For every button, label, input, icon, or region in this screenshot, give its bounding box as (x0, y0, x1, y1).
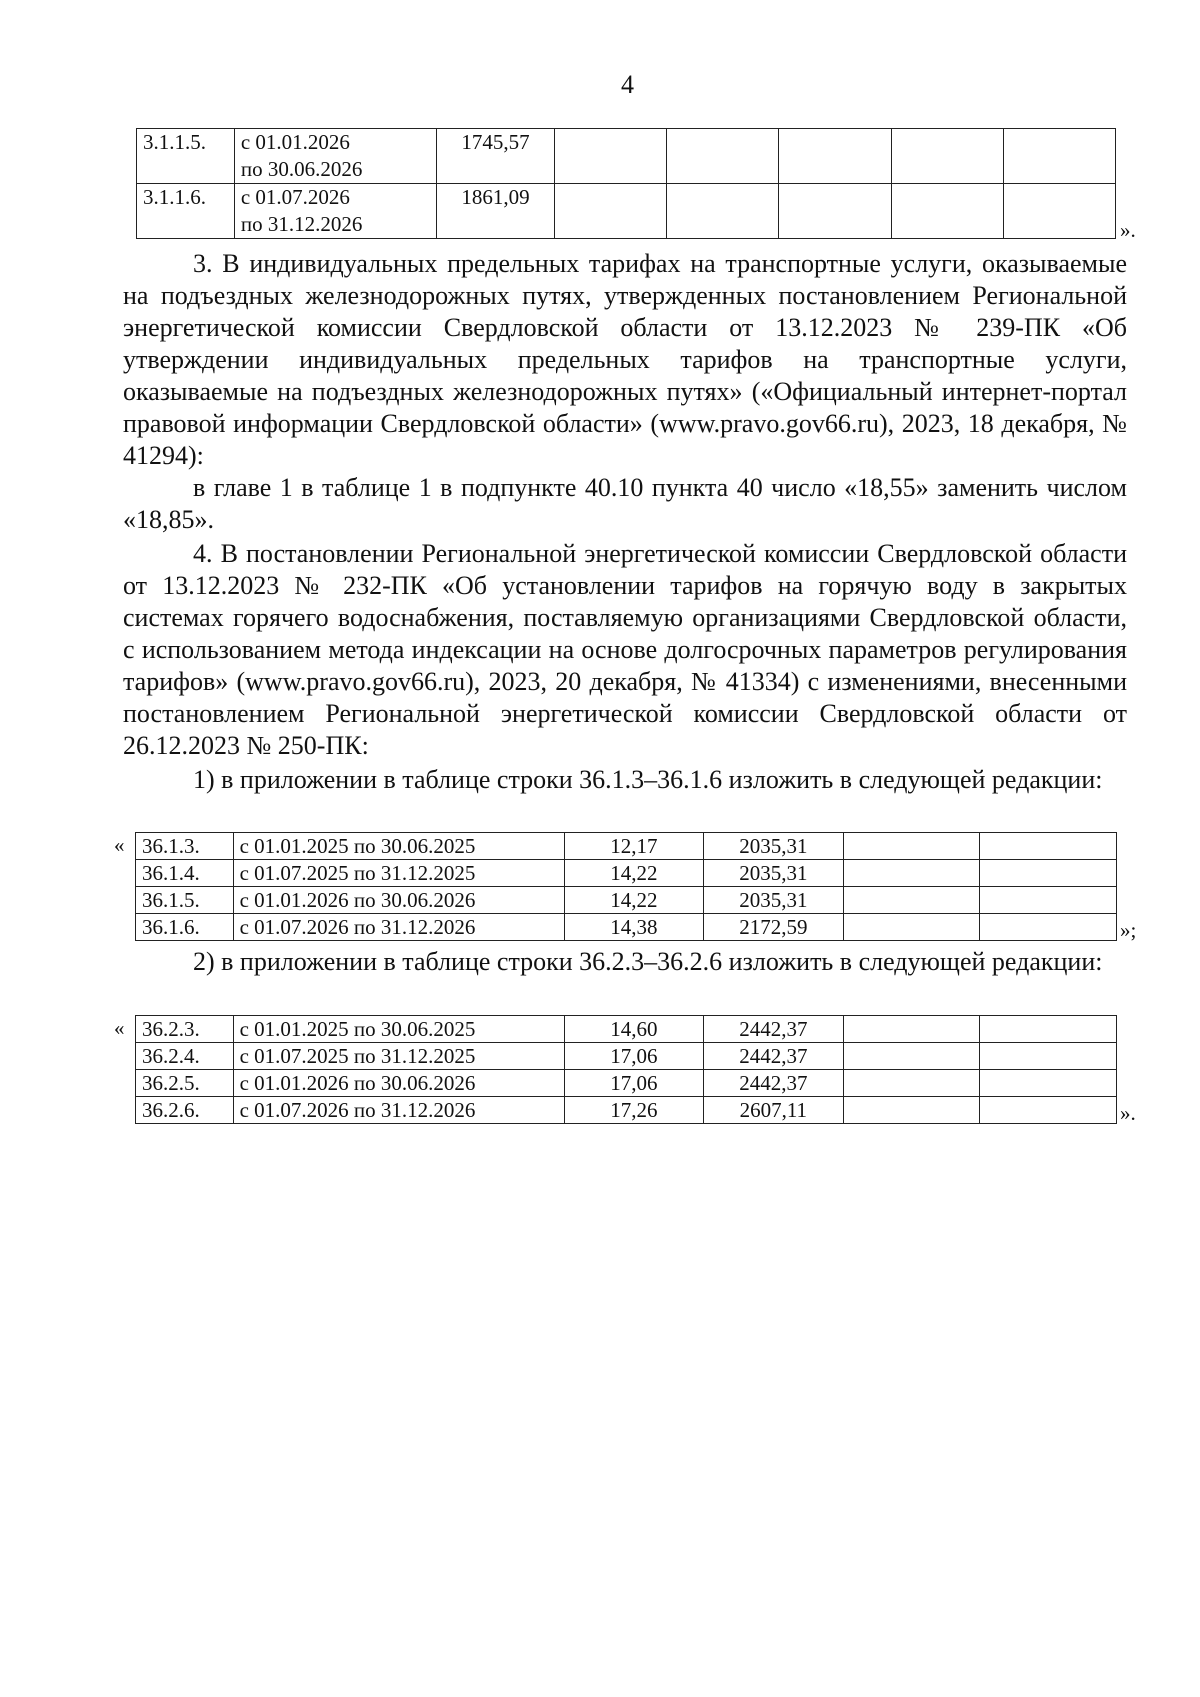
table-row (137, 184, 1116, 239)
value-cell: 2035,31 (703, 860, 843, 887)
paragraph-3-amendment (123, 472, 1127, 536)
empty-cell (843, 914, 980, 941)
value-cell: 14,22 (564, 860, 703, 887)
empty-cell (980, 1097, 1117, 1124)
period-cell: с 01.07.2026 по 31.12.2026 (233, 914, 564, 941)
value-cell: 2442,37 (703, 1016, 843, 1043)
empty-cell (554, 129, 666, 184)
empty-cell (980, 914, 1117, 941)
empty-cell (843, 1043, 980, 1070)
page-number: 4 (621, 70, 634, 99)
empty-cell (980, 1070, 1117, 1097)
empty-cell (891, 129, 1003, 184)
tariff-table-continuation (136, 128, 1116, 239)
value-cell: 17,06 (564, 1043, 703, 1070)
paragraph-4-item-2 (123, 946, 1127, 978)
opening-quote: « (114, 1016, 125, 1040)
row-number: 36.2.5. (136, 1070, 234, 1097)
row-number: 3.1.1.5. (137, 129, 235, 184)
value-cell: 2035,31 (703, 833, 843, 860)
value-cell: 2607,11 (703, 1097, 843, 1124)
row-number: 36.2.6. (136, 1097, 234, 1124)
table-row (136, 860, 1117, 887)
empty-cell (843, 1070, 980, 1097)
period-cell: с 01.07.2026 по 31.12.2026 (233, 1097, 564, 1124)
value-cell: 17,26 (564, 1097, 703, 1124)
table-row (136, 1043, 1117, 1070)
closing-quote: ». (1120, 218, 1136, 242)
period-cell: с 01.07.2025 по 31.12.2025 (233, 860, 564, 887)
tariff-table-36-1 (135, 832, 1117, 941)
tariff-table-36-2 (135, 1015, 1117, 1124)
empty-cell (843, 1016, 980, 1043)
empty-cell (554, 184, 666, 239)
empty-cell (980, 1043, 1117, 1070)
period-cell: с 01.01.2026 по 30.06.2026 (233, 1070, 564, 1097)
value-cell: 14,22 (564, 887, 703, 914)
value-cell: 14,60 (564, 1016, 703, 1043)
value-cell: 2035,31 (703, 887, 843, 914)
value-cell: 17,06 (564, 1070, 703, 1097)
empty-cell (667, 184, 779, 239)
paragraph-4-item-1 (123, 764, 1127, 796)
table-row (136, 1097, 1117, 1124)
period-cell: с 01.01.2026 по 30.06.2026 (233, 887, 564, 914)
paragraph-4-item-1-text: 1) в приложении в таблице строки 36.1.3–36.1.6 изложить в следующей редакции: (193, 765, 1103, 794)
value-cell: 2442,37 (703, 1070, 843, 1097)
empty-cell (843, 887, 980, 914)
row-number: 36.2.4. (136, 1043, 234, 1070)
value-cell: 2172,59 (703, 914, 843, 941)
table-row (136, 1016, 1117, 1043)
table-row (137, 129, 1116, 184)
value-cell: 12,17 (564, 833, 703, 860)
empty-cell (667, 129, 779, 184)
table-row (136, 833, 1117, 860)
row-number: 36.1.4. (136, 860, 234, 887)
paragraph-4-item-2-text: 2) в приложении в таблице строки 36.2.3–36.2.6 изложить в следующей редакции: (193, 947, 1103, 976)
paragraph-3-amendment-text: в главе 1 в таблице 1 в подпункте 40.10 пункта 40 число «18,55» заменить числом «18,85». (123, 473, 1127, 534)
value-cell: 2442,37 (703, 1043, 843, 1070)
value-cell: 14,38 (564, 914, 703, 941)
period-cell (234, 184, 436, 239)
opening-quote: « (114, 833, 125, 857)
row-number: 3.1.1.6. (137, 184, 235, 239)
closing-quote: »; (1120, 918, 1137, 942)
empty-cell (843, 833, 980, 860)
empty-cell (1003, 184, 1115, 239)
empty-cell (980, 860, 1117, 887)
value-cell: 1745,57 (437, 129, 555, 184)
empty-cell (980, 887, 1117, 914)
row-number: 36.1.5. (136, 887, 234, 914)
paragraph-4-text: 4. В постановлении Региональной энергетической комиссии Свердловской области от 13.12.2023 № 232-ПК «Об установлении тарифов на горячую воду в закрытых системах горячего водоснабжения, поставляемую организациями Свердловской области, с использованием метода индексации на основе долгосрочных параметров регулирования тарифов» (www.pravo.gov66.ru), 2023, 20 декабря, № 41334) с изменениями, внесенными постановлением Региональной энергетической комиссии Свердловской области от 26.12.2023 № 250-ПК: (123, 539, 1127, 760)
row-number: 36.1.3. (136, 833, 234, 860)
period-start: с 01.07.2026 (240, 185, 350, 209)
table-row (136, 914, 1117, 941)
row-number: 36.2.3. (136, 1016, 234, 1043)
row-number: 36.1.6. (136, 914, 234, 941)
empty-cell (1003, 129, 1115, 184)
empty-cell (980, 1016, 1117, 1043)
period-cell: с 01.01.2025 по 30.06.2025 (233, 833, 564, 860)
table-row (136, 1070, 1117, 1097)
closing-quote: ». (1120, 1101, 1136, 1125)
table-row (136, 887, 1117, 914)
period-end: по 31.12.2026 (240, 212, 363, 236)
paragraph-4 (123, 538, 1127, 762)
period-start: с 01.01.2026 (240, 130, 350, 154)
paragraph-3 (123, 248, 1127, 472)
empty-cell (843, 860, 980, 887)
period-cell: с 01.01.2025 по 30.06.2025 (233, 1016, 564, 1043)
paragraph-3-text: 3. В индивидуальных предельных тарифах на транспортные услуги, оказываемые на подъездных железнодорожных путях, утвержденных постановлением Региональной энергетической комиссии Свердловской области от 13.12.2023 № 239-ПК «Об утверждении индивидуальных предельных тарифов на транспортные услуги, оказываемые на подъездных железнодорожных путях» («Официальный интернет-портал правовой информации Свердловской области» (www.pravo.gov66.ru), 2023, 18 декабря, № 41294): (123, 249, 1127, 470)
value-cell: 1861,09 (437, 184, 555, 239)
empty-cell (779, 184, 891, 239)
empty-cell (843, 1097, 980, 1124)
period-end: по 30.06.2026 (240, 157, 363, 181)
period-cell (234, 129, 436, 184)
empty-cell (891, 184, 1003, 239)
period-cell: с 01.07.2025 по 31.12.2025 (233, 1043, 564, 1070)
empty-cell (980, 833, 1117, 860)
empty-cell (779, 129, 891, 184)
